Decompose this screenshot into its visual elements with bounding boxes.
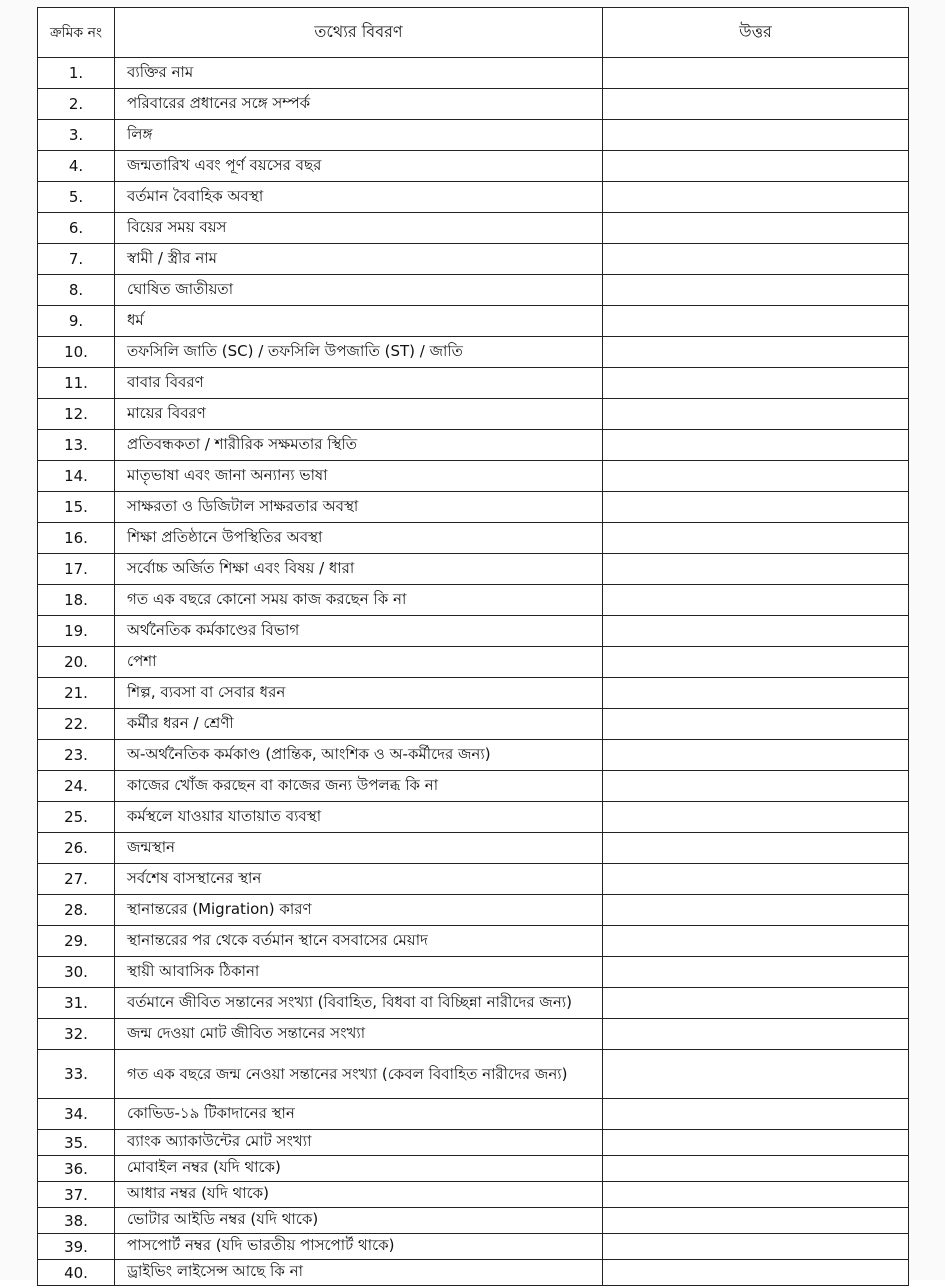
table-row bbox=[38, 833, 909, 864]
row-serial-number: 33. bbox=[38, 1050, 115, 1099]
row-description: কোভিড-১৯ টিকাদানের স্থান bbox=[115, 1099, 603, 1130]
row-answer-cell[interactable] bbox=[603, 368, 909, 399]
table-row bbox=[38, 89, 909, 120]
row-answer-cell[interactable] bbox=[603, 1260, 909, 1286]
row-serial-number: 36. bbox=[38, 1156, 115, 1182]
row-description: মোবাইল নম্বর (যদি থাকে) bbox=[115, 1156, 603, 1182]
row-description: মায়ের বিবরণ bbox=[115, 399, 603, 430]
row-serial-number: 29. bbox=[38, 926, 115, 957]
row-serial-number: 25. bbox=[38, 802, 115, 833]
row-answer-cell[interactable] bbox=[603, 678, 909, 709]
row-serial-number: 23. bbox=[38, 740, 115, 771]
row-description: বিয়ের সময় বয়স bbox=[115, 213, 603, 244]
row-description: পেশা bbox=[115, 647, 603, 678]
row-description: তফসিলি জাতি (SC) / তফসিলি উপজাতি (ST) / জাতি bbox=[115, 337, 603, 368]
row-serial-number: 22. bbox=[38, 709, 115, 740]
row-answer-cell[interactable] bbox=[603, 430, 909, 461]
row-description: জন্মস্থান bbox=[115, 833, 603, 864]
row-description: ঘোষিত জাতীয়তা bbox=[115, 275, 603, 306]
row-description: ব্যাংক অ্যাকাউন্টের মোট সংখ্যা bbox=[115, 1130, 603, 1156]
row-description: সর্বশেষ বাসস্থানের স্থান bbox=[115, 864, 603, 895]
row-answer-cell[interactable] bbox=[603, 585, 909, 616]
table-row bbox=[38, 492, 909, 523]
row-description: ব্যক্তির নাম bbox=[115, 58, 603, 89]
table-row bbox=[38, 523, 909, 554]
row-serial-number: 12. bbox=[38, 399, 115, 430]
row-serial-number: 20. bbox=[38, 647, 115, 678]
table-row bbox=[38, 1156, 909, 1182]
table-row bbox=[38, 585, 909, 616]
table-row bbox=[38, 926, 909, 957]
row-serial-number: 21. bbox=[38, 678, 115, 709]
row-description: সর্বোচ্চ অর্জিত শিক্ষা এবং বিষয় / ধারা bbox=[115, 554, 603, 585]
row-description: স্থায়ী আবাসিক ঠিকানা bbox=[115, 957, 603, 988]
row-serial-number: 28. bbox=[38, 895, 115, 926]
row-serial-number: 30. bbox=[38, 957, 115, 988]
row-answer-cell[interactable] bbox=[603, 492, 909, 523]
row-serial-number: 14. bbox=[38, 461, 115, 492]
row-description: বর্তমানে জীবিত সন্তানের সংখ্যা (বিবাহিত, বিধবা বা বিচ্ছিন্না নারীদের জন্য) bbox=[115, 988, 603, 1019]
row-serial-number: 26. bbox=[38, 833, 115, 864]
row-serial-number: 15. bbox=[38, 492, 115, 523]
row-answer-cell[interactable] bbox=[603, 523, 909, 554]
table-row bbox=[38, 709, 909, 740]
row-answer-cell[interactable] bbox=[603, 988, 909, 1019]
table-body bbox=[38, 58, 909, 1286]
row-answer-cell[interactable] bbox=[603, 1182, 909, 1208]
table-row bbox=[38, 1234, 909, 1260]
table-row bbox=[38, 58, 909, 89]
row-answer-cell[interactable] bbox=[603, 120, 909, 151]
row-answer-cell[interactable] bbox=[603, 1050, 909, 1099]
row-answer-cell[interactable] bbox=[603, 1234, 909, 1260]
row-serial-number: 1. bbox=[38, 58, 115, 89]
row-answer-cell[interactable] bbox=[603, 461, 909, 492]
row-description: লিঙ্গ bbox=[115, 120, 603, 151]
description-header: তথ্যের বিবরণ bbox=[115, 8, 603, 58]
row-serial-number: 13. bbox=[38, 430, 115, 461]
table-row bbox=[38, 771, 909, 802]
table-row bbox=[38, 957, 909, 988]
row-serial-number: 40. bbox=[38, 1260, 115, 1286]
row-serial-number: 3. bbox=[38, 120, 115, 151]
row-description: কর্মীর ধরন / শ্রেণী bbox=[115, 709, 603, 740]
table-header-row bbox=[38, 8, 909, 58]
table-row bbox=[38, 151, 909, 182]
row-serial-number: 38. bbox=[38, 1208, 115, 1234]
row-answer-cell[interactable] bbox=[603, 554, 909, 585]
row-description: কাজের খোঁজ করছেন বা কাজের জন্য উপলব্ধ কি না bbox=[115, 771, 603, 802]
table-row bbox=[38, 740, 909, 771]
row-answer-cell[interactable] bbox=[603, 337, 909, 368]
row-description: ড্রাইভিং লাইসেন্স আছে কি না bbox=[115, 1260, 603, 1286]
row-answer-cell[interactable] bbox=[603, 244, 909, 275]
row-serial-number: 35. bbox=[38, 1130, 115, 1156]
row-description: পাসপোর্ট নম্বর (যদি ভারতীয় পাসপোর্ট থাকে) bbox=[115, 1234, 603, 1260]
table-row bbox=[38, 337, 909, 368]
row-answer-cell[interactable] bbox=[603, 399, 909, 430]
table-row bbox=[38, 275, 909, 306]
row-serial-number: 9. bbox=[38, 306, 115, 337]
table-row bbox=[38, 461, 909, 492]
row-serial-number: 37. bbox=[38, 1182, 115, 1208]
census-info-table bbox=[37, 7, 909, 1286]
row-description: গত এক বছরে কোনো সময় কাজ করছেন কি না bbox=[115, 585, 603, 616]
row-serial-number: 19. bbox=[38, 616, 115, 647]
table-row bbox=[38, 430, 909, 461]
row-description: স্থানান্তরের (Migration) কারণ bbox=[115, 895, 603, 926]
row-serial-number: 10. bbox=[38, 337, 115, 368]
row-description: গত এক বছরে জন্ম নেওয়া সন্তানের সংখ্যা (কেবল বিবাহিত নারীদের জন্য) bbox=[115, 1050, 603, 1099]
row-answer-cell[interactable] bbox=[603, 1208, 909, 1234]
row-description: ধর্ম bbox=[115, 306, 603, 337]
row-answer-cell[interactable] bbox=[603, 616, 909, 647]
row-answer-cell[interactable] bbox=[603, 647, 909, 678]
table-row bbox=[38, 1019, 909, 1050]
table-row bbox=[38, 895, 909, 926]
row-description: শিক্ষা প্রতিষ্ঠানে উপস্থিতির অবস্থা bbox=[115, 523, 603, 554]
row-answer-cell[interactable] bbox=[603, 895, 909, 926]
row-answer-cell[interactable] bbox=[603, 833, 909, 864]
row-description: ভোটার আইডি নম্বর (যদি থাকে) bbox=[115, 1208, 603, 1234]
row-description: শিল্প, ব্যবসা বা সেবার ধরন bbox=[115, 678, 603, 709]
row-serial-number: 17. bbox=[38, 554, 115, 585]
row-answer-cell[interactable] bbox=[603, 1156, 909, 1182]
row-description: স্বামী / স্ত্রীর নাম bbox=[115, 244, 603, 275]
row-serial-number: 18. bbox=[38, 585, 115, 616]
row-description: প্রতিবন্ধকতা / শারীরিক সক্ষমতার স্থিতি bbox=[115, 430, 603, 461]
table-row bbox=[38, 306, 909, 337]
row-serial-number: 4. bbox=[38, 151, 115, 182]
row-description: জন্ম দেওয়া মোট জীবিত সন্তানের সংখ্যা bbox=[115, 1019, 603, 1050]
row-description: পরিবারের প্রধানের সঙ্গে সম্পর্ক bbox=[115, 89, 603, 120]
row-description: স্থানান্তরের পর থেকে বর্তমান স্থানে বসবাসের মেয়াদ bbox=[115, 926, 603, 957]
row-answer-cell[interactable] bbox=[603, 864, 909, 895]
row-serial-number: 6. bbox=[38, 213, 115, 244]
row-answer-cell[interactable] bbox=[603, 1099, 909, 1130]
table-row bbox=[38, 678, 909, 709]
table-row bbox=[38, 554, 909, 585]
row-serial-number: 7. bbox=[38, 244, 115, 275]
table-row bbox=[38, 988, 909, 1019]
row-description: জন্মতারিখ এবং পূর্ণ বয়সের বছর bbox=[115, 151, 603, 182]
row-serial-number: 8. bbox=[38, 275, 115, 306]
row-description: মাতৃভাষা এবং জানা অন্যান্য ভাষা bbox=[115, 461, 603, 492]
row-answer-cell[interactable] bbox=[603, 151, 909, 182]
row-description: সাক্ষরতা ও ডিজিটাল সাক্ষরতার অবস্থা bbox=[115, 492, 603, 523]
row-answer-cell[interactable] bbox=[603, 709, 909, 740]
row-answer-cell[interactable] bbox=[603, 740, 909, 771]
table-row bbox=[38, 1260, 909, 1286]
row-serial-number: 5. bbox=[38, 182, 115, 213]
row-answer-cell[interactable] bbox=[603, 771, 909, 802]
table-row bbox=[38, 213, 909, 244]
table-row bbox=[38, 1208, 909, 1234]
row-serial-number: 27. bbox=[38, 864, 115, 895]
table-row bbox=[38, 120, 909, 151]
table-row bbox=[38, 399, 909, 430]
row-description: অর্থনৈতিক কর্মকাণ্ডের বিভাগ bbox=[115, 616, 603, 647]
table-row bbox=[38, 182, 909, 213]
table-row bbox=[38, 647, 909, 678]
row-answer-cell[interactable] bbox=[603, 213, 909, 244]
table-row bbox=[38, 802, 909, 833]
row-serial-number: 39. bbox=[38, 1234, 115, 1260]
row-serial-number: 34. bbox=[38, 1099, 115, 1130]
row-answer-cell[interactable] bbox=[603, 957, 909, 988]
row-serial-number: 32. bbox=[38, 1019, 115, 1050]
row-answer-cell[interactable] bbox=[603, 182, 909, 213]
table-row bbox=[38, 1130, 909, 1156]
row-answer-cell[interactable] bbox=[603, 58, 909, 89]
row-serial-number: 16. bbox=[38, 523, 115, 554]
row-serial-number: 2. bbox=[38, 89, 115, 120]
answer-header: উত্তর bbox=[603, 8, 909, 58]
row-description: বাবার বিবরণ bbox=[115, 368, 603, 399]
table-row bbox=[38, 1050, 909, 1099]
row-answer-cell[interactable] bbox=[603, 1019, 909, 1050]
row-serial-number: 31. bbox=[38, 988, 115, 1019]
table-row bbox=[38, 864, 909, 895]
row-answer-cell[interactable] bbox=[603, 926, 909, 957]
row-serial-number: 24. bbox=[38, 771, 115, 802]
table-row bbox=[38, 368, 909, 399]
row-description: বর্তমান বৈবাহিক অবস্থা bbox=[115, 182, 603, 213]
row-answer-cell[interactable] bbox=[603, 89, 909, 120]
table-row bbox=[38, 1182, 909, 1208]
row-answer-cell[interactable] bbox=[603, 275, 909, 306]
row-answer-cell[interactable] bbox=[603, 1130, 909, 1156]
row-description: আধার নম্বর (যদি থাকে) bbox=[115, 1182, 603, 1208]
table-row bbox=[38, 616, 909, 647]
table-row bbox=[38, 244, 909, 275]
row-description: অ-অর্থনৈতিক কর্মকাণ্ড (প্রান্তিক, আংশিক ও অ-কর্মীদের জন্য) bbox=[115, 740, 603, 771]
row-answer-cell[interactable] bbox=[603, 306, 909, 337]
table-row bbox=[38, 1099, 909, 1130]
serial-number-header: ক্রমিক নং bbox=[38, 8, 115, 58]
row-serial-number: 11. bbox=[38, 368, 115, 399]
row-description: কর্মস্থলে যাওয়ার যাতায়াত ব্যবস্থা bbox=[115, 802, 603, 833]
row-answer-cell[interactable] bbox=[603, 802, 909, 833]
